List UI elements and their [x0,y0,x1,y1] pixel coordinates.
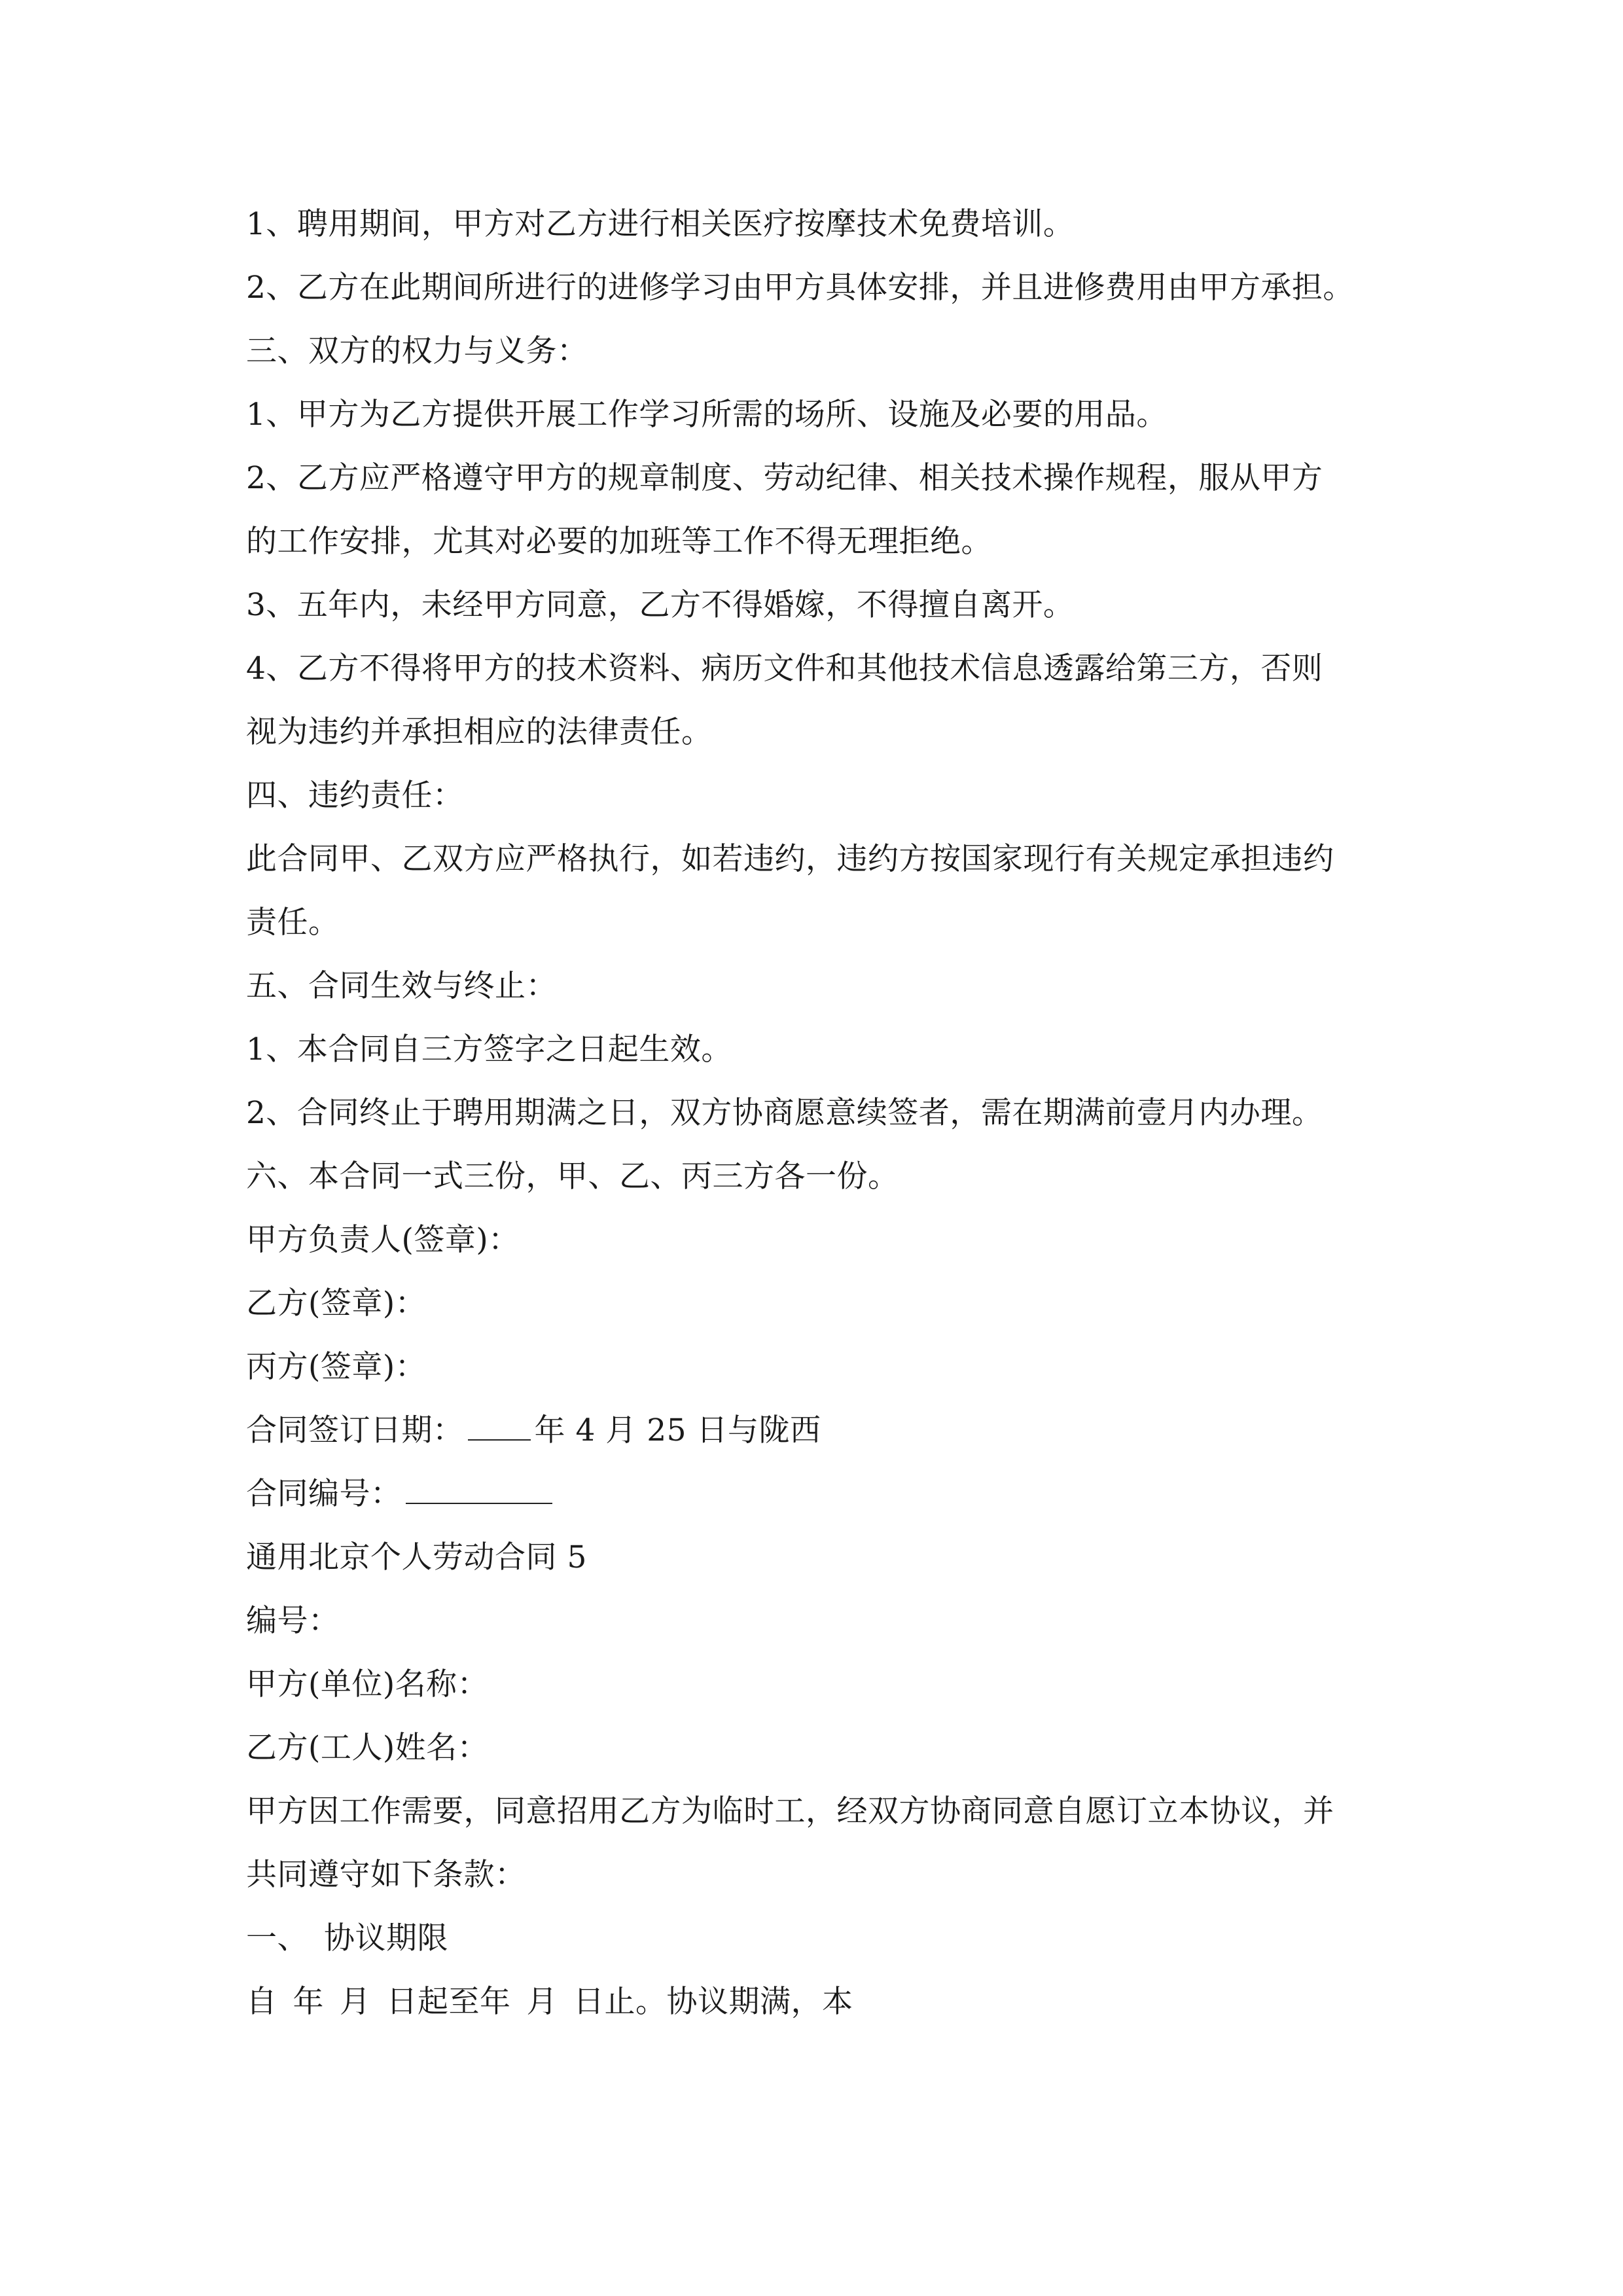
section-heading: 六、本合同一式三份，甲、乙、丙三方各一份。 [246,1158,899,1194]
section-title: 协议期限 [324,1920,448,1956]
section-number: 一、 [246,1920,308,1956]
signature-line-party-a: 甲方负责人(签章)： [246,1222,520,1258]
contract-number-blank [406,1479,552,1504]
contract-number-label: 合同编号： [246,1476,402,1512]
period-word: 日起至年 [386,1984,511,2020]
section-heading-one [246,1922,1398,1954]
text-line: 2、合同终止于聘用期满之日，双方协商愿意续签者，需在期满前壹月内办理。 [246,1095,1323,1131]
text-line: 甲方因工作需要，同意招用乙方为临时工，经双方协商同意自愿订立本协议，并 [246,1793,1334,1829]
contract-number-line [246,1478,1398,1510]
text-line: 编号： [246,1603,340,1639]
text-line: 3、五年内，未经甲方同意，乙方不得婚嫁，不得擅自离开。 [246,587,1075,623]
section-heading: 四、违约责任： [246,778,464,814]
text-line: 此合同甲、乙双方应严格执行，如若违约，违约方按国家现行有关规定承担违约 [246,841,1334,877]
period-word: 月 [340,1984,371,2020]
section-heading: 三、双方的权力与义务： [246,333,588,369]
text-line: 责任。 [246,905,340,941]
text-line: 4、乙方不得将甲方的技术资料、病历文件和其他技术信息透露给第三方，否则 [246,651,1323,687]
sign-date-label: 合同签订日期： [246,1412,464,1448]
period-line [246,1986,1398,2018]
period-word: 日止。协议期满，本 [573,1984,853,2020]
text-line: 1、甲方为乙方提供开展工作学习所需的场所、设施及必要的用品。 [246,397,1168,433]
period-word: 月 [526,1984,558,2020]
text-line: 1、本合同自三方签字之日起生效。 [246,1031,732,1067]
sign-date-line [246,1414,1398,1446]
text-line: 甲方(单位)名称： [246,1666,489,1702]
signature-line-party-c: 丙方(签章)： [246,1349,427,1385]
section-heading: 五、合同生效与终止： [246,968,557,1004]
year-blank [468,1416,531,1441]
text-line: 2、乙方在此期间所进行的进修学习由甲方具体安排，并且进修费用由甲方承担。 [246,270,1354,306]
document-body [246,208,1398,2049]
period-word: 年 [293,1984,324,2020]
text-line: 共同遵守如下条款： [246,1857,526,1893]
signature-line-party-b: 乙方(签章)： [246,1285,427,1321]
sign-date-rest: 年 4 月 25 日与陇西 [534,1412,821,1448]
text-line: 视为违约并承担相应的法律责任。 [246,714,713,750]
text-line: 2、乙方应严格遵守甲方的规章制度、劳动纪律、相关技术操作规程，服从甲方 [246,460,1323,496]
text-line: 1、聘用期间，甲方对乙方进行相关医疗按摩技术免费培训。 [246,206,1075,242]
document-title: 通用北京个人劳动合同 5 [246,1539,587,1575]
period-word: 自 [246,1984,277,2020]
text-line: 的工作安排，尤其对必要的加班等工作不得无理拒绝。 [246,524,992,560]
text-line: 乙方(工人)姓名： [246,1730,489,1766]
